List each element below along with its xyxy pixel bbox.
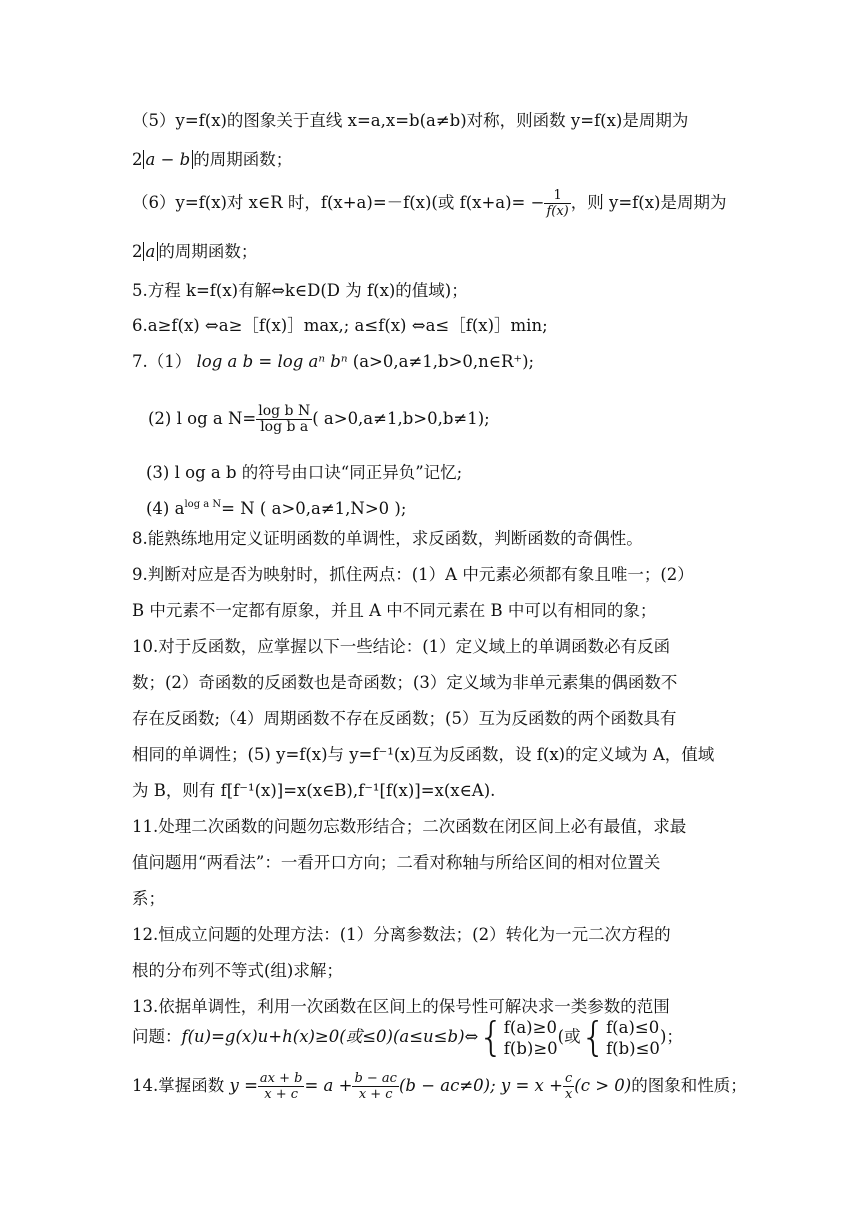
text-fragment: （6）y=f(x)对 x∈R 时，f(x+a)=－f(x)(或 f(x+a)=: [132, 193, 526, 212]
fraction-numerator: ax + b: [259, 1071, 303, 1086]
condition: f(a)≥0: [503, 1017, 557, 1037]
text-line-item10b: 数；(2）奇函数的反函数也是奇函数；(3）定义域为非单元素集的偶函数不: [132, 673, 678, 692]
text-line-item6: 6.a≥f(x) ⇔a≥［f(x)］max,; a≤f(x) ⇔a≤［f(x)］min;: [132, 316, 548, 335]
text-line-item8: 8.能熟练地用定义证明函数的单调性，求反函数，判断函数的奇偶性。: [132, 529, 643, 548]
text-fragment: 的图象和性质；: [631, 1076, 747, 1095]
text-fragment: (4) a: [146, 499, 185, 518]
left-brace: {: [478, 1014, 504, 1061]
fraction: [544, 188, 570, 219]
text-line-item7-4: [146, 493, 406, 521]
text-line-item7-2: [148, 404, 490, 435]
text-line-item11c: 系；: [132, 889, 165, 908]
text-fragment: 14.掌握函数: [132, 1076, 225, 1095]
text-line-item10c: 存在反函数;（4）周期函数不存在反函数；(5）互为反函数的两个函数具有: [132, 709, 677, 728]
text-line-5a: （5）y=f(x)的图象关于直线 x=a,x=b(a≠b)对称，则函数 y=f(x)是周期为: [132, 111, 689, 130]
text-fragment: 2: [132, 242, 143, 261]
text-line-item9a: 9.判断对应是否为映射时，抓住两点：(1）A 中元素必须都有象且唯一；(2）: [132, 565, 694, 584]
text-line-item13a: 13.依据单调性，利用一次函数在区间上的保号性可解决求一类参数的范围: [132, 997, 670, 1016]
text-line-item12a: 12.恒成立问题的处理方法：(1）分离参数法；(2）转化为一元二次方程的: [132, 925, 671, 944]
fraction-numerator: log b N: [258, 403, 311, 419]
fraction-denominator: x + c: [264, 1087, 299, 1102]
text-line-item5: 5.方程 k=f(x)有解⇔k∈D(D 为 f(x)的值域)；: [132, 281, 468, 300]
fraction-numerator: c: [563, 1071, 574, 1087]
math-fragment: = a +: [304, 1076, 353, 1095]
fraction-numerator: b − ac: [354, 1071, 397, 1086]
math-fragment: (b − ac≠0); y = x +: [398, 1076, 563, 1095]
text-fragment: (a>0,a≠1,b>0,n∈R⁺);: [352, 352, 535, 371]
fraction: [256, 404, 312, 435]
fraction-denominator: x: [564, 1087, 573, 1102]
fraction-denominator: f(x): [546, 204, 569, 219]
text-line-item11a: 11.处理二次函数的问题勿忘数形结合；二次函数在闭区间上必有最值，求最: [132, 817, 687, 836]
text-fragment: ( a>0,a≠1,b>0,b≠1);: [312, 409, 490, 428]
text-line-item7-3: (3) l og a b 的符号由口诀“同正异负”记忆;: [146, 463, 463, 482]
left-brace: {: [580, 1014, 607, 1061]
text-line-item12b: 根的分布列不等式(组)求解；: [132, 961, 343, 980]
text-line-6a: [132, 188, 726, 219]
text-line-6b: [132, 240, 257, 264]
fraction-denominator: log b a: [260, 419, 309, 435]
fraction: [352, 1071, 399, 1102]
text-fragment: = N ( a>0,a≠1,N>0 );: [221, 499, 407, 518]
text-fragment: (或: [557, 1027, 581, 1046]
superscript: log a N: [184, 499, 222, 510]
text-fragment: )；: [659, 1027, 683, 1046]
text-fragment: 7.（1）: [132, 352, 192, 371]
fraction: [258, 1071, 305, 1102]
text-line-item7-1: [132, 350, 534, 374]
text-line-item9b: B 中元素不一定都有原象，并且 A 中不同元素在 B 中可以有相同的象；: [132, 601, 657, 620]
text-fragment: 的周期函数；: [193, 150, 293, 169]
text-line-5b: [132, 148, 292, 172]
text-line-item11b: 值问题用“两看法”：一看开口方向；二看对称轴与所给区间的相对位置关: [132, 853, 661, 872]
absolute-value: a: [143, 242, 159, 261]
text-fragment: ，则 y=f(x)是周期为: [570, 193, 727, 212]
text-fragment: (2) l og a N=: [148, 409, 257, 428]
text-line-item14: [132, 1063, 747, 1109]
math-fragment: y =: [229, 1076, 258, 1095]
text-line-item10d: 相同的单调性；(5) y=f(x)与 y=f⁻¹(x)互为反函数，设 f(x)的定义域为 A，值域: [132, 745, 715, 764]
text-fragment: 的周期函数；: [158, 242, 258, 261]
math-fragment: (c > 0): [574, 1076, 632, 1095]
fraction-numerator: 1: [544, 188, 570, 204]
condition-system: [606, 1017, 660, 1059]
text-line-item13b: [132, 1007, 683, 1067]
condition: f(b)≥0: [503, 1038, 558, 1058]
absolute-value: a − b: [143, 150, 194, 169]
text-fragment: 问题：: [132, 1027, 182, 1046]
condition: f(b)≤0: [606, 1038, 660, 1058]
inequality-formula: f(u)=g(x)u+h(x)≥0(或≤0)(a≤u≤b)⇔: [181, 1027, 479, 1046]
condition: f(a)≤0: [606, 1017, 660, 1037]
minus-sign: −: [530, 193, 545, 212]
log-formula: log a b = log aⁿ bⁿ: [196, 352, 348, 371]
condition-system: [504, 1017, 558, 1059]
text-fragment: 2: [132, 150, 143, 169]
fraction: [563, 1071, 574, 1102]
fraction-denominator: x + c: [358, 1087, 393, 1102]
text-line-item10a: 10.对于反函数，应掌握以下一些结论：(1）定义域上的单调函数必有反函: [132, 637, 671, 656]
text-line-item10e: 为 B，则有 f[f⁻¹(x)]=x(x∈B),f⁻¹[f(x)]=x(x∈A).: [132, 781, 496, 800]
